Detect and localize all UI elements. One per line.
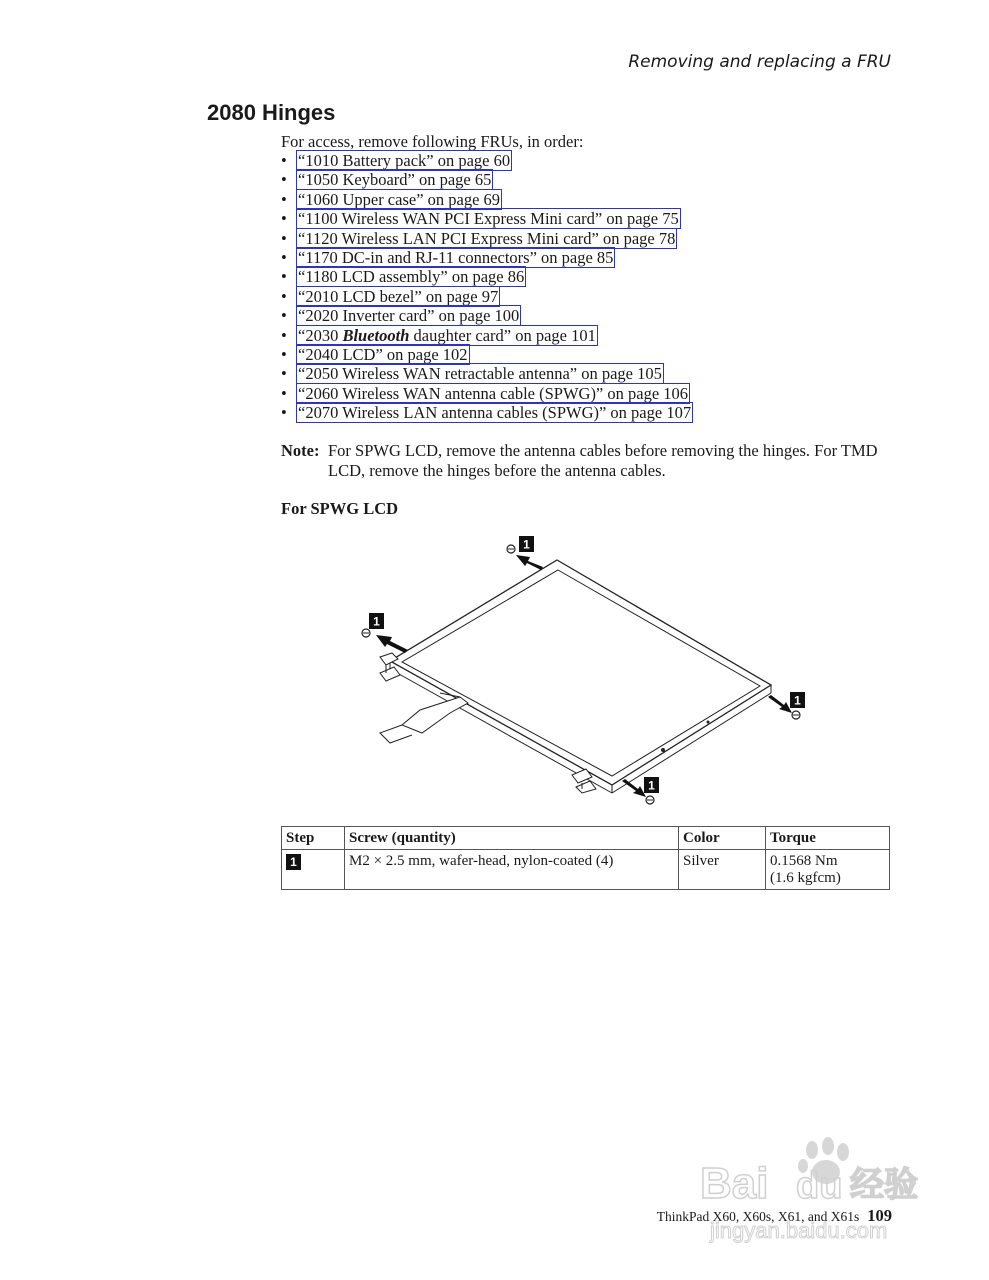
watermark-brand2: du: [796, 1165, 843, 1207]
bullet: •: [281, 286, 287, 306]
bullet: •: [281, 306, 287, 326]
table-row: [282, 850, 890, 890]
bullet: •: [281, 151, 287, 170]
header-step: Step: [282, 827, 345, 850]
bullet: •: [281, 189, 287, 209]
torque-kgfcm: (1.6 kgfcm): [770, 870, 841, 886]
list-item: [281, 326, 693, 345]
list-item: [281, 345, 693, 364]
page-footer: [657, 1206, 892, 1226]
screw-bottom: [646, 796, 654, 804]
header-torque: Torque: [766, 827, 890, 850]
bullet: •: [281, 209, 287, 229]
list-item: [281, 364, 693, 383]
lcd-panel-frame: [390, 560, 771, 785]
callout-top-label: 1: [523, 537, 530, 552]
header-color: Color: [679, 827, 766, 850]
header-screw: Screw (quantity): [345, 827, 679, 850]
torque-cell: [766, 850, 890, 890]
list-item: [281, 190, 693, 209]
fru-link-post: daughter card” on page 101: [409, 325, 596, 345]
fru-link[interactable]: “2010 LCD bezel” on page 97: [298, 286, 499, 306]
note-text: For SPWG LCD, remove the antenna cables before removing the hinges. For TMD LCD, remove the hinges before the antenna cables.: [328, 441, 878, 480]
callout-bottom: [644, 777, 659, 793]
fru-link[interactable]: “2050 Wireless WAN retractable antenna” on page 105: [298, 364, 662, 384]
section-title: 2080 Hinges: [207, 100, 336, 125]
watermark-brand: Bai: [700, 1159, 769, 1208]
arrow-left: [376, 635, 408, 653]
arrow-top: [516, 555, 543, 570]
callout-bottom-label: 1: [648, 778, 655, 793]
fru-link[interactable]: “1010 Battery pack” on page 60: [298, 151, 511, 170]
list-item: [281, 306, 693, 325]
step-cell: [282, 850, 345, 890]
antenna-cable: [402, 697, 468, 733]
fru-link[interactable]: “2020 Inverter card” on page 100: [298, 306, 520, 326]
fru-link[interactable]: “1100 Wireless WAN PCI Express Mini card” on page 75: [298, 209, 679, 229]
arrow-right: [768, 695, 792, 713]
intro-text: For access, remove following FRUs, in order:: [281, 132, 584, 151]
list-item: [281, 287, 693, 306]
fru-link[interactable]: “2060 Wireless WAN antenna cable (SPWG)” on page 106: [298, 383, 689, 403]
screw-left: [362, 629, 370, 637]
list-item: [281, 151, 693, 170]
screw-table: [281, 826, 890, 890]
fru-link[interactable]: “1120 Wireless LAN PCI Express Mini card” on page 78: [298, 228, 676, 248]
page-number: 109: [867, 1206, 892, 1225]
watermark-url: jingyan.baidu.com: [710, 1218, 888, 1243]
figure-subhead: For SPWG LCD: [281, 499, 399, 518]
torque-nm: 0.1568 Nm: [770, 853, 838, 869]
lcd-hinge-diagram: [350, 535, 810, 810]
list-item: [281, 248, 693, 267]
fru-link[interactable]: “2070 Wireless LAN antenna cables (SPWG)” on page 107: [298, 403, 692, 423]
step-badge: 1: [286, 854, 301, 870]
fru-link-list: [281, 151, 693, 422]
screw-cell: M2 × 2.5 mm, wafer-head, nylon-coated (4): [345, 850, 679, 890]
bullet: •: [281, 344, 287, 364]
list-item: [281, 209, 693, 228]
screw-top: [507, 545, 515, 553]
bullet: •: [281, 364, 287, 384]
list-item: [281, 229, 693, 248]
bullet: •: [281, 267, 287, 287]
running-head: Removing and replacing a FRU: [628, 52, 891, 72]
bullet: •: [281, 228, 287, 248]
callout-top: [519, 536, 534, 552]
watermark-cjk: 经验: [850, 1165, 918, 1205]
fru-link[interactable]: “1050 Keyboard” on page 65: [298, 170, 492, 190]
fru-link[interactable]: “1170 DC-in and RJ-11 connectors” on page 85: [298, 247, 614, 267]
color-cell: Silver: [679, 850, 766, 890]
callout-right-label: 1: [794, 693, 801, 708]
callout-left: [369, 613, 384, 629]
bullet: •: [281, 247, 287, 267]
bullet: •: [281, 383, 287, 403]
fru-link[interactable]: “1180 LCD assembly” on page 86: [298, 267, 525, 287]
callout-left-label: 1: [373, 614, 380, 629]
table-header-row: [282, 827, 890, 850]
bullet: •: [281, 325, 287, 345]
bullet: •: [281, 403, 287, 423]
fru-link[interactable]: [296, 325, 598, 346]
note-label: Note:: [281, 441, 320, 460]
watermark: [700, 1130, 940, 1250]
list-item: [281, 267, 693, 286]
footer-title: ThinkPad X60, X60s, X61, and X61s: [656, 1209, 860, 1224]
fru-link-pre: “2030: [298, 325, 343, 345]
fru-link-emphasis: Bluetooth: [342, 325, 410, 345]
screw-right: [792, 711, 800, 719]
arrow-bottom: [622, 779, 646, 797]
fru-link[interactable]: “2040 LCD” on page 102: [298, 344, 468, 364]
list-item: [281, 170, 693, 189]
callout-right: [790, 692, 805, 708]
list-item: [281, 384, 693, 403]
note: [281, 441, 891, 480]
fru-link[interactable]: “1060 Upper case” on page 69: [298, 189, 501, 209]
list-item: [281, 403, 693, 422]
bullet: •: [281, 170, 287, 190]
